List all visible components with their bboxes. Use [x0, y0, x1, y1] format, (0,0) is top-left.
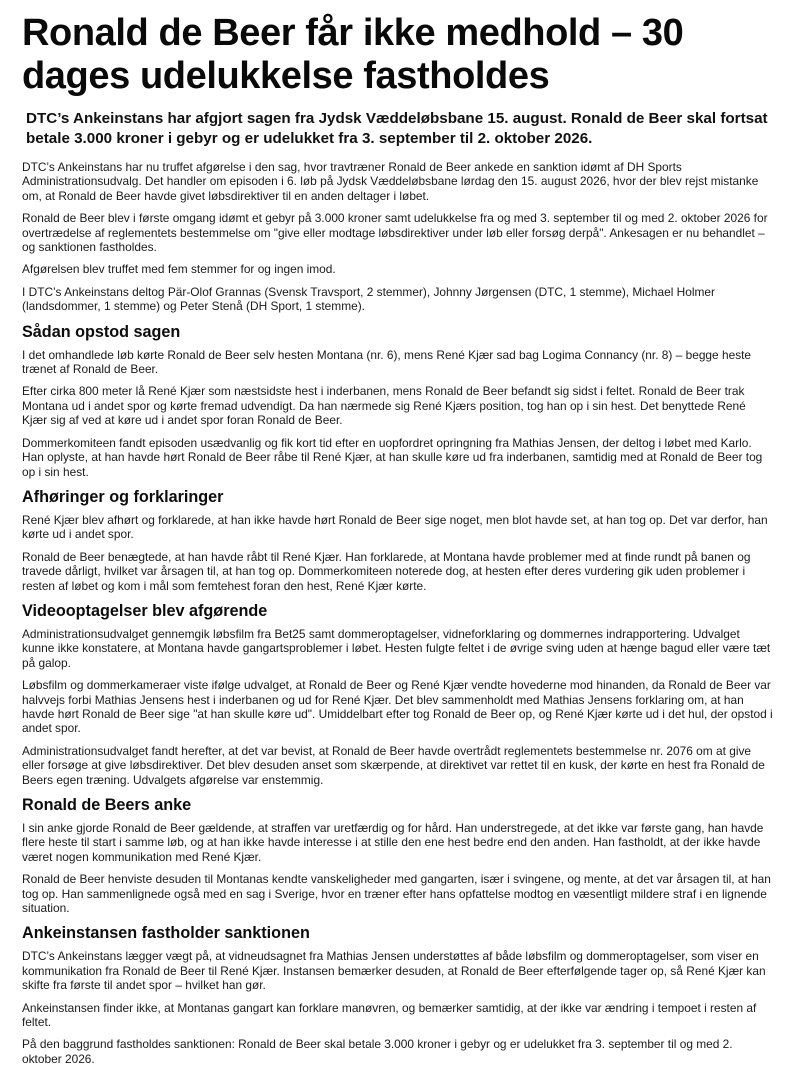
- section-heading: Afhøringer og forklaringer: [22, 487, 224, 506]
- section-paragraph: Administrationsudvalget fandt herefter, at det var bevist, at Ronald de Beer havde overtrådt reglementets bestemmelse nr. 2076 om at give eller forsøge at give løbsdirektiver. Det blev desuden anset som skærpende, at direktivet var rettet til en kusk, der kørte en hest fra Ronald de Beers egen træning. Udvalgets afgørelse var enstemmig.: [22, 743, 765, 787]
- article-body: [22, 160, 774, 1066]
- section-heading: Ronald de Beers anke: [22, 796, 192, 814]
- section-paragraph: Efter cirka 800 meter lå René Kjær som næstsidste hest i inderbanen, mens Ronald de Beer befandt sig sidst i feltet. Ronald de Beer trak Montana ud i andet spor og kørte fremad udvendigt. Da han nærmede sig René Kjærs position, tog han op i sin hest. Det benyttede René Kjær sig af ved at køre ud i andet spor foran Ronald de Beer.: [22, 384, 746, 428]
- intro-paragraph: Ronald de Beer blev i første omgang idømt et gebyr på 3.000 kroner samt udelukkelse fra og med 3. september til og med 2. oktober 2026 for overtrædelse af reglementets bestemmelse om "give eller modtage løbsdirektiver under løb eller forsøg derpå". Ankesagen er nu behandlet – og sanktionen fastholdes.: [22, 211, 768, 255]
- section-paragraph: René Kjær blev afhørt og forklarede, at han ikke havde hørt Ronald de Beer sige noget, men blot havde set, at han tog op. Det var derfor, han kørte ud i andet spor.: [22, 512, 768, 542]
- intro-paragraph: Afgørelsen blev truffet med fem stemmer for og ingen imod.: [22, 262, 336, 277]
- section-heading: Videooptagelser blev afgørende: [22, 601, 268, 620]
- section-paragraph: I det omhandlede løb kørte Ronald de Beer selv hesten Montana (nr. 6), mens René Kjær sad bag Logima Connancy (nr. 8) – begge heste trænet af Ronald de Beer.: [22, 347, 752, 377]
- section-heading: Sådan opstod sagen: [22, 322, 181, 341]
- article-headline: Ronald de Beer får ikke medhold – 30 dages udelukkelse fastholdes: [22, 12, 684, 97]
- section-paragraph: Ankeinstansen finder ikke, at Montanas gangart kan forklare manøvren, og bemærker samtidig, at der ikke var ændring i tempoet i resten af feltet.: [22, 1000, 757, 1030]
- intro-paragraph: DTC’s Ankeinstans har nu truffet afgørelse i den sag, hvor travtræner Ronald de Beer ankede en sanktion idømt af DH Sports Administrationsudvalg. Det handler om episoden i 6. løb på Jydsk Væddeløbsbane lørdag den 15. august 2026, hvor der blev rejst mistanke om, at Ronald de Beer havde givet løbsdirektiver til en anden deltager i løbet.: [22, 160, 759, 203]
- section-paragraph: I sin anke gjorde Ronald de Beer gældende, at straffen var uretfærdig og for hård. Han understregede, at det ikke var første gang, han havde flere heste til start i samme løb, og at han ikke havde interesse i at stille den ene hest bedre end den anden. Han fastholdt, at der ikke havde været nogen kommunikation med René Kjær.: [22, 821, 764, 864]
- section-paragraph: Ronald de Beer benægtede, at han havde råbt til René Kjær. Han forklarede, at Montana havde problemer med at finde rundt på banen og travede dårligt, hvilket var årsagen til, at han tog op. Dommerkomiteen noterede dog, at hesten efter deres vurdering gik uden problemer i resten af løbet og kom i mål som femtehest foran den hest, René Kjær kørte.: [22, 549, 751, 593]
- section-paragraph: På den baggrund fastholdes sanktionen: Ronald de Beer skal betale 3.000 kroner i gebyr og er udelukket fra 3. september til og med 2. oktober 2026.: [22, 1037, 733, 1066]
- intro-paragraph: I DTC’s Ankeinstans deltog Pär-Olof Grannas (Svensk Travsport, 2 stemmer), Johnny Jørgensen (DTC, 1 stemme), Michael Holmer (landsdommer, 1 stemme) og Peter Stenå (DH Sport, 1 stemme).: [22, 284, 715, 314]
- section-paragraph: DTC’s Ankeinstans lægger vægt på, at vidneudsagnet fra Mathias Jensen understøttes af både løbsfilm og dommeroptagelser, som viser en kommunikation fra Ronald de Beer til René Kjær. Instansen bemærker desuden, at Ronald de Beer efterfølgende tager op, så René Kjær kan skifte fra første til andet spor – hvilket han gør.: [22, 949, 766, 993]
- article-lead: DTC’s Ankeinstans har afgjort sagen fra Jydsk Væddeløbsbane 15. august. Ronald de Beer skal fortsat betale 3.000 kroner i gebyr og er udelukket fra 3. september til 2. oktober 2026.: [26, 110, 768, 147]
- section-paragraph: Dommerkomiteen fandt episoden usædvanlig og fik kort tid efter en uopfordret opringning fra Mathias Jensen, der deltog i løbet med Karlo. Han oplyste, at han havde hørt Ronald de Beer råbe til René Kjær, at han skulle køre ud fra inderbanen, samtidig med at Ronald de Beer tog op i sin hest.: [22, 435, 763, 479]
- section-paragraph: Administrationsudvalget gennemgik løbsfilm fra Bet25 samt dommeroptagelser, vidneforklaring og dommernes indrapportering. Udvalget kunne ikke konstatere, at Montana havde gangartsproblemer i løbet. Hesten fulgte feltet i de øvrige sving uden at hænge bagud eller være tæt på galop.: [22, 626, 771, 670]
- section-paragraph: Løbsfilm og dommerkameraer viste ifølge udvalget, at Ronald de Beer og René Kjær vendte hovederne mod hinanden, da Ronald de Beer var halvvejs forbi Mathias Jensens hest i inderbanen og ud for René Kjær. Det blev sammenholdt med Mathias Jensens forklaring om, at han havde hørt Ronald de Beer sige "at han skulle køre ud". Umiddelbart efter tog Ronald de Beer op, og René Kjær kørte ud i det hul, der opstod i andet spor.: [22, 678, 773, 736]
- section-heading: Ankeinstansen fastholder sanktionen: [22, 924, 310, 943]
- section-paragraph: Ronald de Beer henviste desuden til Montanas kendte vanskeligheder med gangarten, især i svingene, og mente, at det var årsagen til, at han tog op. Han sammenlignede også med en sag i Sverige, hvor en træner efter hans opfattelse modtog en væsentligt mildere straf i en lignende situation.: [22, 872, 771, 916]
